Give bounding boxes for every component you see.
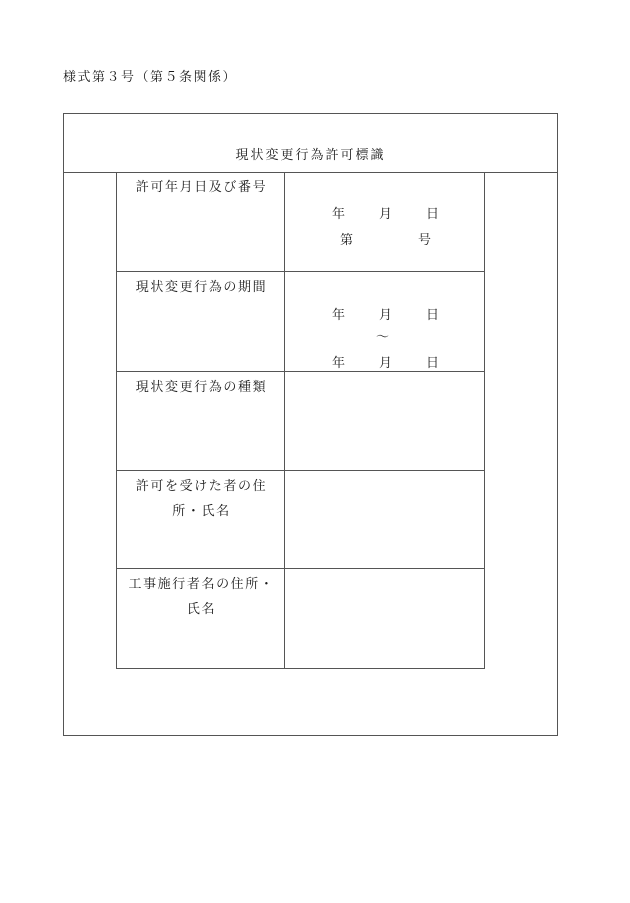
value-period (285, 272, 484, 371)
year-mark: 年 (332, 207, 346, 222)
end-year-mark: 年 (332, 356, 346, 371)
label-period (117, 272, 285, 371)
label-line: 許可を受けた者の住 (135, 479, 268, 494)
end-month-mark: 月 (379, 356, 393, 371)
label-permit-date-number (117, 172, 285, 271)
label-contractor (117, 569, 285, 668)
label-line: 現状変更行為の種類 (135, 380, 268, 395)
label-line: 氏名 (186, 602, 217, 617)
form-number: 様式第３号（第５条関係） (63, 70, 238, 85)
row-contractor (117, 569, 484, 668)
label-line: 許可年月日及び番号 (135, 180, 268, 195)
start-year-mark: 年 (332, 308, 346, 323)
form-title: 現状変更行為許可標識 (64, 114, 557, 173)
value-contractor (285, 569, 484, 668)
value-permit-holder (285, 471, 484, 568)
row-permit-date-number (117, 172, 484, 272)
label-line: 現状変更行為の期間 (135, 280, 268, 295)
number-suffix: 号 (418, 233, 432, 248)
sign-form-frame (63, 113, 558, 736)
end-day-mark: 日 (426, 356, 440, 371)
label-line: 所・氏名 (172, 504, 231, 519)
row-period (117, 272, 484, 372)
number-prefix: 第 (340, 233, 354, 248)
value-permit-date-number (285, 172, 484, 271)
start-month-mark: 月 (379, 308, 393, 323)
value-kind (285, 372, 484, 470)
row-kind (117, 372, 484, 471)
period-separator: ～ (376, 330, 390, 345)
start-day-mark: 日 (426, 308, 440, 323)
label-kind (117, 372, 285, 470)
form-table (116, 172, 485, 669)
row-permit-holder (117, 471, 484, 569)
label-line: 工事施行者名の住所・ (128, 577, 275, 592)
month-mark: 月 (379, 207, 393, 222)
label-permit-holder (117, 471, 285, 568)
form-footer-blank (64, 667, 557, 735)
day-mark: 日 (426, 207, 440, 222)
